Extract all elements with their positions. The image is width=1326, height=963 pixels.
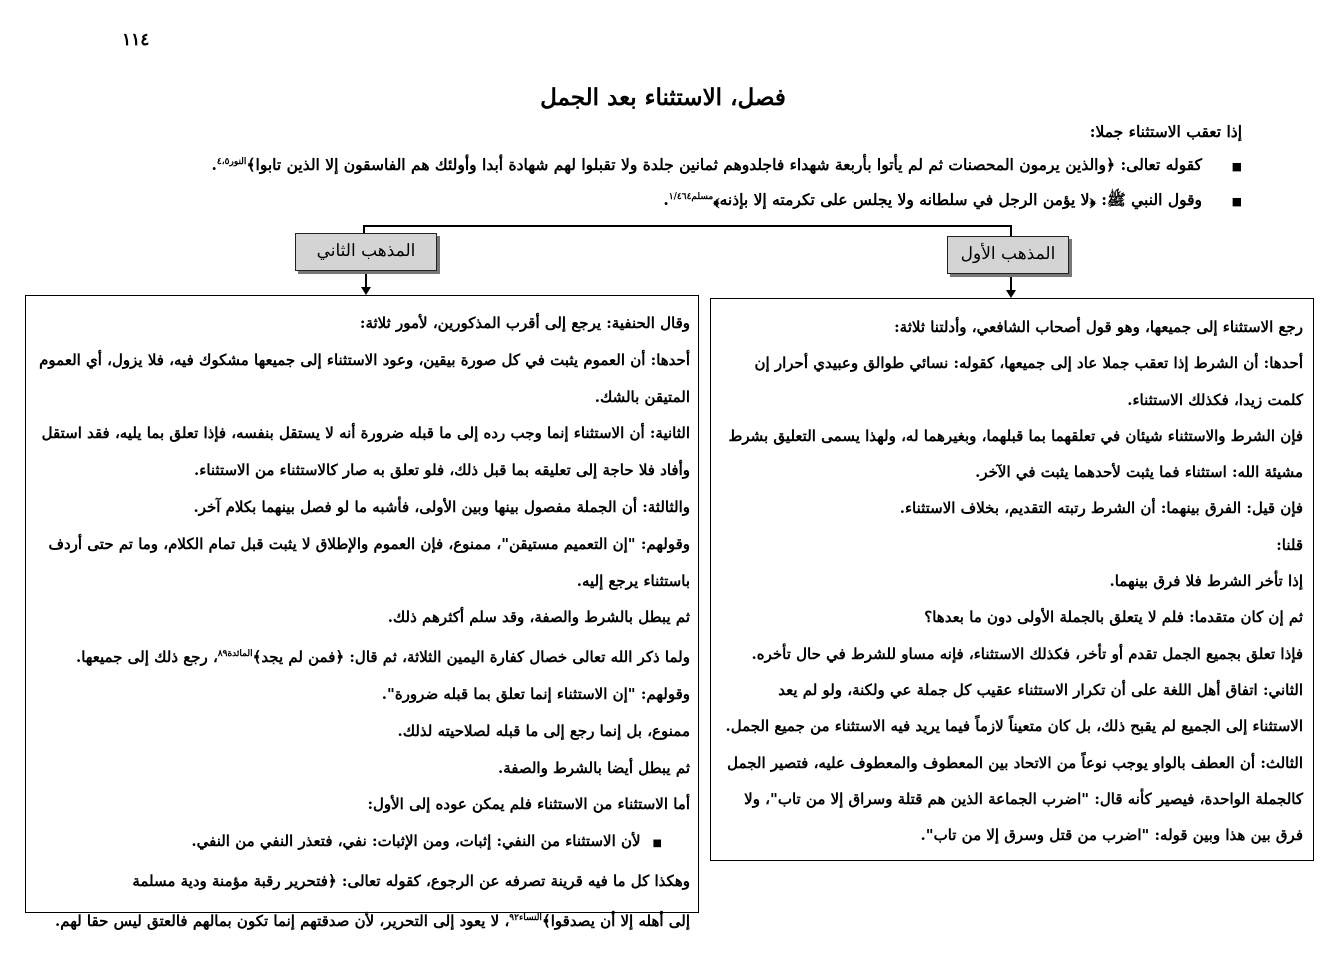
page-number: ١١٤: [122, 30, 150, 50]
text-line: قلنا:: [1276, 535, 1303, 554]
connector-line: [1010, 273, 1012, 291]
text-line: فرق بين هذا وبين قوله: "اضرب من قتل وسرق إلا من تاب".: [920, 826, 1303, 845]
text-line: أما الاستثناء من الاستثناء فلم يمكن عوده إلى الأول:: [367, 795, 690, 814]
intro-bullet-text: كقوله تعالى: ﴿والذين يرمون المحصنات ثم لم يأتوا بأربعة شهداء فاجلدوهم ثمانين جلدة ولا تقبلوا لهم شهادة أبدا وأولئك هم الفاسقون إلا الذين تابوا﴾: [246, 155, 1202, 175]
text-line: فإن قيل: الفرق بينهما: أن الشرط رتبته التقديم، بخلاف الاستثناء.: [899, 499, 1303, 518]
text-line: الثاني: اتفاق أهل اللغة على أن تكرار الاستثناء عقيب كل جملة عي ولكنة، ولو لم يعد: [778, 680, 1303, 699]
text-line: الاستثناء إلى الجميع لم يقبح ذلك، بل كان متعيناً لازماً فيما يريد فيه الاستثناء من جميع الجمل.: [725, 717, 1303, 736]
madhhab-1-header: المذهب الأول: [947, 236, 1069, 274]
square-bullet-icon: ■: [1231, 160, 1242, 174]
text-line: مشيئة الله: استثناء فما يثبت لأحدهما يثبت في الآخر.: [975, 463, 1303, 482]
text-line: أحدها: أن الشرط إذا تعقب جملا عاد إلى جميعها، كقوله: نسائي طوالق وعبيدي أحرار إن: [754, 354, 1303, 373]
madhhab-1-box: [710, 298, 1314, 861]
text-line: وقولهم: "إن الاستثناء إنما تعلق بما قبله ضرورة".: [381, 684, 690, 703]
text-line: إذا تأخر الشرط فلا فرق بينهما.: [1109, 572, 1303, 591]
verse-reference: المائدة٨٩: [217, 649, 253, 660]
connector-line: [363, 225, 1011, 227]
hadith-reference: مسلم١/٤٦٤: [668, 192, 714, 203]
text-line: وقال الحنفية: يرجع إلى أقرب المذكورين، لأمور ثلاثة:: [359, 314, 690, 332]
square-bullet-icon: ■: [652, 838, 662, 850]
intro-bullet-1: ■ كقوله تعالى: ﴿والذين يرمون المحصنات ثم لم يأتوا بأربعة شهداء فاجلدوهم ثمانين جلدة ولا تقبلوا لهم شهادة أبدا وأولئك هم الفاسقون إلا الذين تابوا﴾$^{النور٤،٥}$.: [62, 151, 1242, 178]
connector-line: [365, 270, 367, 288]
intro-bullet-2: ■ وقول النبي ﷺ: ﴿لا يؤمن الرجل في سلطانه ولا يجلس على تكرمته إلا بإذنه﴾$^{مسلم١/٤٦٤}$.: [62, 186, 1242, 213]
text-line: وهكذا كل ما فيه قرينة تصرفه عن الرجوع، كقوله تعالى: ﴿فتحرير رقبة مؤمنة ودية مسلمة: [132, 871, 690, 890]
text-line: الثالث: أن العطف بالواو يوجب نوعاً من الاتحاد بين المعطوف والمعطوف عليه، فتصير الجمل: [727, 753, 1303, 772]
text-line: باستثناء يرجع إليه.: [576, 571, 690, 590]
text-line: ثم يبطل بالشرط والصفة، وقد سلم أكثرهم ذلك.: [387, 608, 690, 627]
text-line: فإذا تعلق بجميع الجمل تقدم أو تأخر، فكذلك الاستثناء، فإنه مساو للشرط في حال تأخره.: [751, 644, 1303, 663]
text-line: كالجملة الواحدة، فيصير كأنه قال: "اضرب الجماعة الذين هم قتلة وسراق إلا من تاب"، ولا: [744, 789, 1303, 808]
text-line: ممنوع، بل إنما رجع إلى ما قبله لصلاحيته لذلك.: [397, 721, 690, 740]
text-line: إلى أهله إلا أن يصدقوا﴾$^{النساء٩٢}$، لا يعود إلى التحرير، لأن صدقتهم إنما تكون بمالهم فالعتق ليس حقا لهم.: [55, 911, 690, 930]
verse-reference: النساء٩٢: [509, 912, 542, 923]
madhhab-2-box: [25, 295, 699, 930]
page-title: فصل، الاستثناء بعد الجمل: [540, 84, 786, 111]
madhhab-2-header: المذهب الثاني: [295, 233, 437, 271]
bullet-line: ■لأن الاستثناء من النفي: إثبات، ومن الإثبات: نفي، فتعذر النفي من النفي.: [191, 832, 662, 851]
text-line: فإن الشرط والاستثناء شيئان في تعلقهما بما قبلهما، وبغيرهما له، ولهذا يسمى التعليق بشرط: [728, 426, 1303, 445]
square-bullet-icon: ■: [1231, 195, 1242, 209]
arrow-down-icon: [1006, 290, 1016, 298]
intro-heading: إذا تعقب الاستثناء جملا:: [1089, 122, 1242, 141]
text-line: وقولهم: "إن التعميم مستيقن"، ممنوع، فإن العموم والإطلاق لا يثبت قبل تمام الكلام، وما تم حتى أردف: [48, 534, 690, 553]
intro-section: [62, 121, 1242, 213]
text-line: الثانية: أن الاستثناء إنما وجب رده إلى ما قبله ضرورة أنه لا يستقل بنفسه، فإذا تعلق بما يليه، فقد استقل: [41, 424, 690, 443]
text-line: ولما ذكر الله تعالى خصال كفارة اليمين الثلاثة، ثم قال: ﴿فمن لم يجد﴾$^{المائدة٨٩}$، رجع ذلك إلى جميعها.: [76, 648, 690, 667]
text-line: والثالثة: أن الجملة مفصول بينها وبين الأولى، فأشبه ما لو فصل بينهما بكلام آخر.: [193, 497, 690, 516]
text-line: وأفاد فلا حاجة إلى تعليقه بما قبل ذلك، فلو تعلق به صار كالاستثناء من الاستثناء.: [194, 461, 690, 480]
intro-bullet-text: وقول النبي ﷺ: ﴿لا يؤمن الرجل في سلطانه ولا يجلس على تكرمته إلا بإذنه﴾: [713, 190, 1202, 210]
text-line: كلمت زيدا، فكذلك الاستثناء.: [1127, 390, 1303, 409]
text-line: أحدها: أن العموم يثبت في كل صورة بيقين، وعود الاستثناء إلى جميعها مشكوك فيه، فلا يزول، أي العموم: [39, 350, 690, 369]
text-line: رجع الاستثناء إلى جميعها، وهو قول أصحاب الشافعي، وأدلتنا ثلاثة:: [894, 318, 1303, 336]
verse-reference: النور٤،٥: [216, 157, 247, 167]
text-line: ثم يبطل أيضا بالشرط والصفة.: [497, 758, 690, 777]
arrow-down-icon: [361, 287, 371, 295]
text-line: ثم إن كان متقدما: فلم لا يتعلق بالجملة الأولى دون ما بعدها؟: [924, 608, 1303, 627]
text-line: المتيقن بالشك.: [594, 387, 690, 406]
